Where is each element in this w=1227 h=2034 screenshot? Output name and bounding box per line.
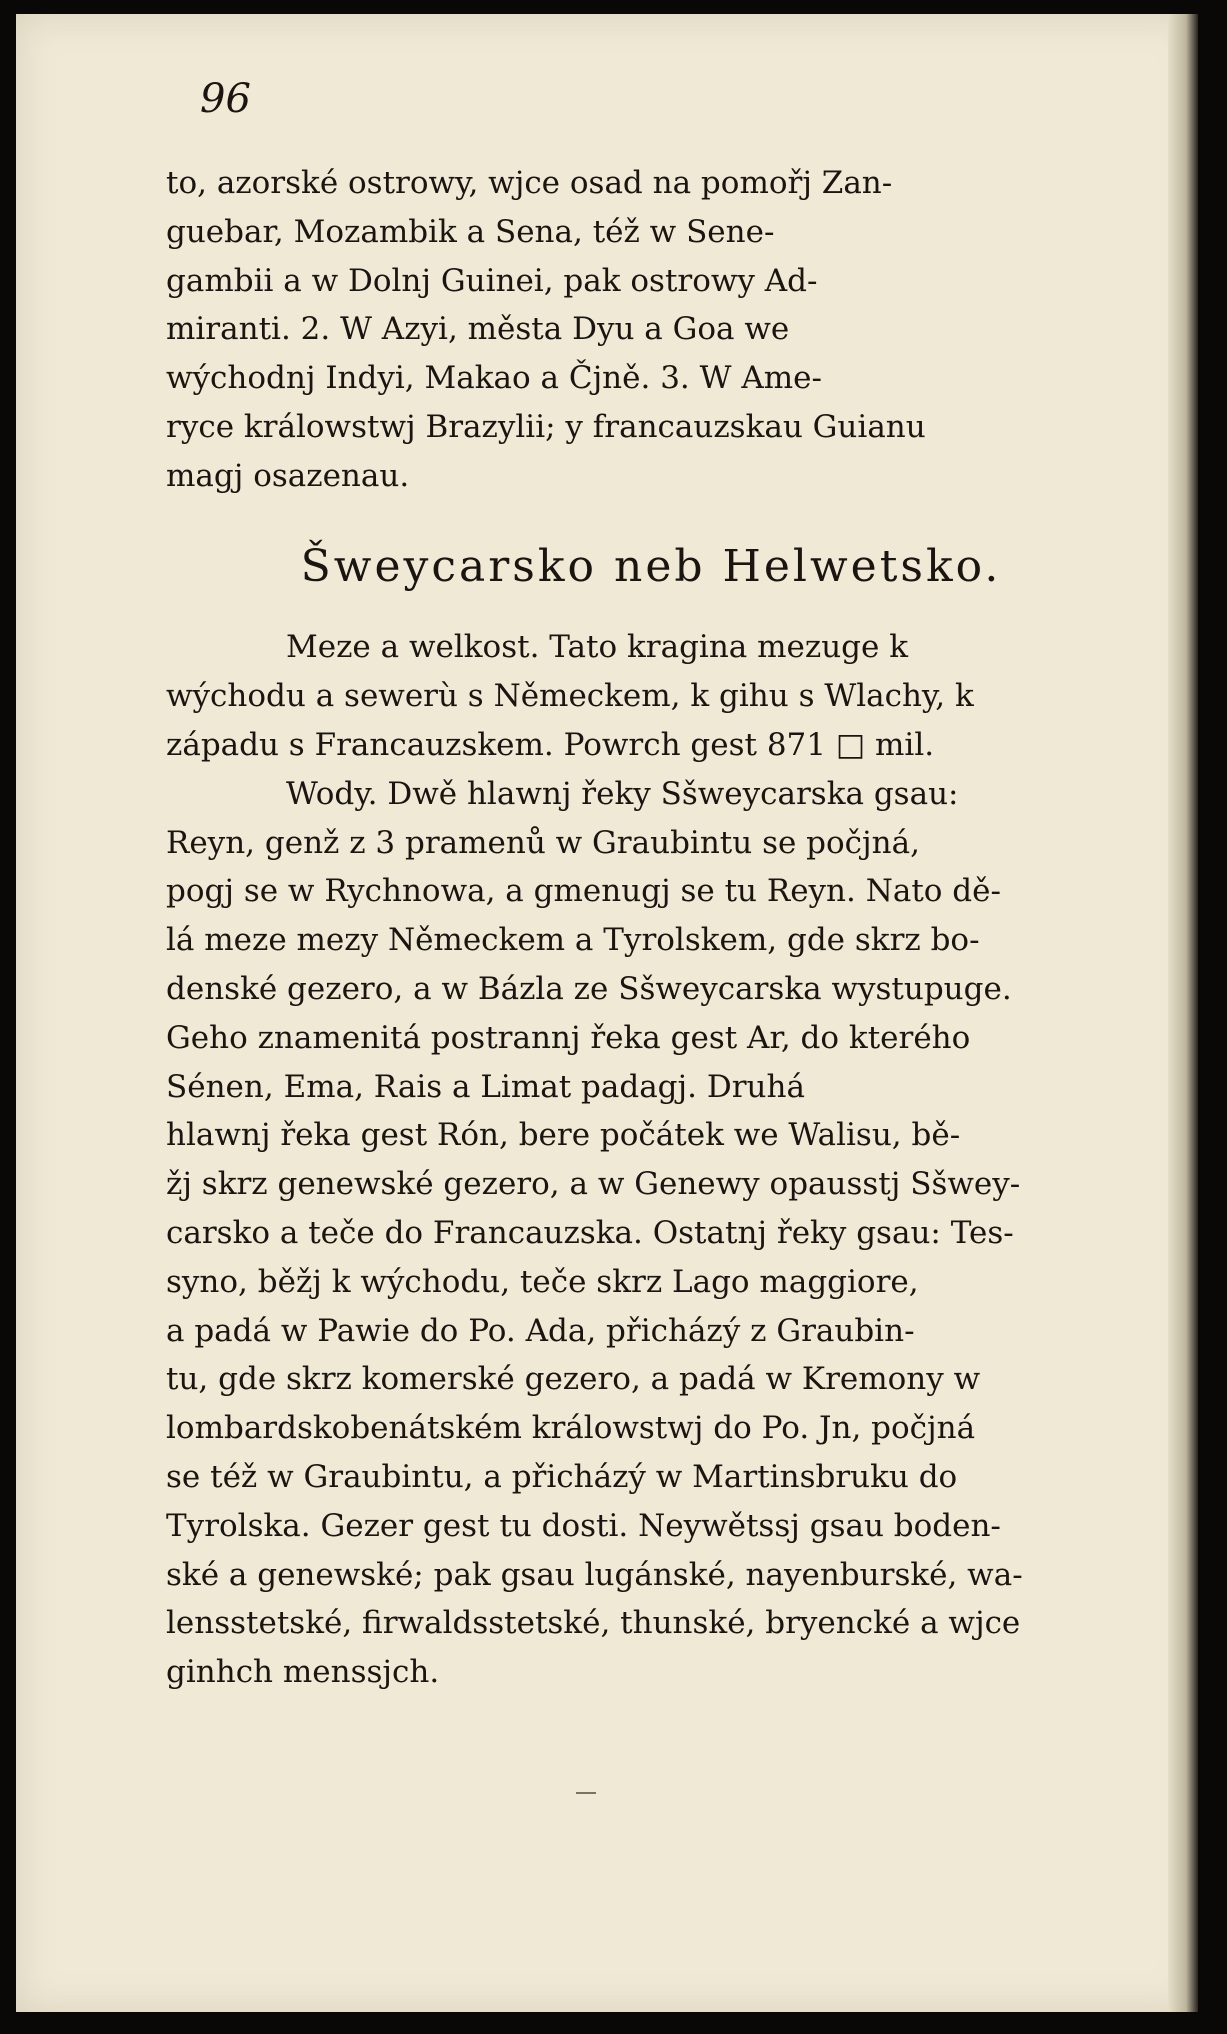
text-line: lombardskobenátském králowstwj do Po. Jn, počjná: [166, 1410, 976, 1447]
section-heading: Šweycarsko neb Helwetsko.: [300, 540, 1002, 592]
intro-paragraph: [166, 159, 1136, 501]
text-line: to, azorské ostrowy, wjce osad na pomořj Zan-: [166, 165, 893, 201]
text-line: žj skrz genewské gezero, a w Genewy opausstj Sšwey-: [166, 1166, 1021, 1203]
text-line: ryce králowstwj Brazylii; y francauzskau Guianu: [166, 408, 926, 445]
text-line: guebar, Mozambik a Sena, též w Sene-: [166, 213, 775, 250]
book-spine: [1168, 14, 1198, 2012]
end-dash-mark: [576, 1792, 596, 1794]
text-line: Geho znamenitá postrannj řeka gest Ar, do kterého: [166, 1019, 971, 1056]
book-page: [16, 14, 1198, 2012]
text-line: magj osazenau.: [166, 457, 410, 494]
text-line: a padá w Pawie do Po. Ada, přicházý z Graubin-: [166, 1312, 915, 1349]
text-line: Reyn, genž z 3 pramenů w Graubintu se počjná,: [166, 824, 920, 861]
text-line: ské a genewské; pak gsau lugánské, nayenburské, wa-: [166, 1556, 1023, 1593]
text-line: wýchodu a sewerù s Německem, k gihu s Wlachy, k: [166, 678, 974, 715]
text-line: miranti. 2. W Azyi, města Dyu a Goa we: [166, 311, 790, 348]
text-line: se též w Graubintu, a přicházý w Martinsbruku do: [166, 1458, 958, 1495]
text-line: tu, gde skrz komerské gezero, a padá w Kremony w: [166, 1361, 981, 1398]
text-line: lá meze mezy Německem a Tyrolskem, gde skrz bo-: [166, 922, 980, 959]
text-line: denské gezero, a w Bázla ze Sšweycarska wystupuge.: [166, 970, 1012, 1007]
text-line: ginhch menssjch.: [166, 1654, 440, 1691]
text-line: lensstetské, firwaldsstetské, thunské, bryencké a wjce: [166, 1605, 1021, 1642]
text-line: carsko a teče do Francauzska. Ostatnj řeky gsau: Tes-: [166, 1214, 1014, 1251]
page-number: 96: [200, 76, 251, 122]
text-line: wýchodnj Indyi, Makao a Čjně. 3. W Ame-: [166, 360, 822, 397]
text-line: Sénen, Ema, Rais a Limat padagj. Druhá: [166, 1068, 805, 1105]
text-line: gambii a w Dolnj Guinei, pak ostrowy Ad-: [166, 262, 818, 299]
page-content: [166, 76, 1136, 1697]
text-line: Wody. Dwě hlawnj řeky Sšweycarska gsau:: [286, 775, 959, 812]
text-line: západu s Francauzskem. Powrch gest 871 □ mil.: [166, 726, 935, 763]
text-line: Tyrolska. Gezer gest tu dosti. Neywětssj gsau boden-: [166, 1507, 1001, 1544]
waters-paragraph: [166, 770, 1136, 1697]
text-line: Meze a welkost. Tato kragina mezuge k: [286, 629, 909, 666]
borders-paragraph: [166, 623, 1136, 769]
text-line: pogj se w Rychnowa, a gmenugj se tu Reyn. Nato dě-: [166, 873, 1001, 910]
text-line: hlawnj řeka gest Rón, bere počátek we Walisu, bě-: [166, 1117, 961, 1154]
text-line: syno, běžj k wýchodu, teče skrz Lago maggiore,: [166, 1263, 919, 1300]
